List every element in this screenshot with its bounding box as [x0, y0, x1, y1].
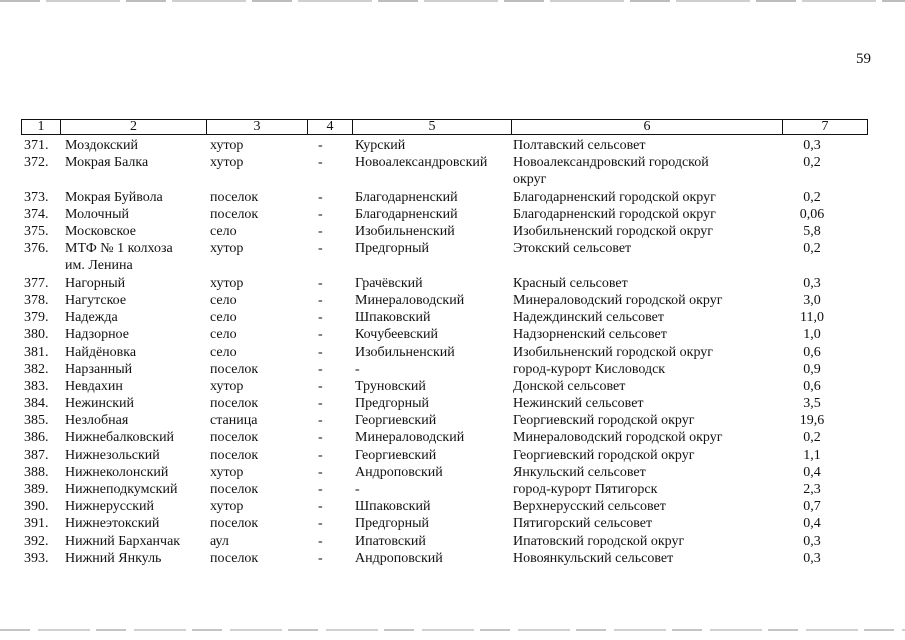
settlement-name: Нежинский [65, 396, 134, 412]
column-4-value: - [318, 224, 323, 240]
table-row [0, 515, 905, 532]
municipality-name: Верхнерусский сельсовет [513, 499, 666, 515]
column-4-value: - [318, 430, 323, 446]
row-number: 376. [24, 241, 49, 257]
district-name: Труновский [355, 378, 426, 394]
column-4-value: - [318, 533, 323, 549]
row-number: 387. [24, 447, 49, 463]
settlement-name: МТФ № 1 колхоза [65, 241, 173, 257]
area-value: 11,0 [800, 310, 824, 326]
municipality-name: Ипатовский городской округ [513, 533, 685, 549]
scan-artifact-top [0, 0, 905, 2]
settlement-type: поселок [210, 430, 259, 446]
district-name: Кочубеевский [355, 327, 439, 343]
settlement-name: Нижнеэтокский [65, 516, 160, 532]
settlement-name: Нижний Барханчак [65, 533, 181, 549]
settlement-type: поселок [210, 361, 259, 377]
municipality-name: Благодарненский городской округ [513, 189, 716, 205]
column-4-value: - [318, 447, 323, 463]
settlement-type: хутор [210, 378, 244, 394]
row-number: 371. [24, 138, 49, 153]
settlement-type: поселок [210, 447, 259, 463]
header-col-4: 4 [308, 120, 353, 134]
municipality-name: Пятигорский сельсовет [513, 516, 653, 532]
district-name: Минераловодский [355, 292, 465, 308]
table-row [0, 189, 905, 206]
district-name: Предгорный [355, 241, 430, 257]
municipality-name: Благодарненский городской округ [513, 206, 716, 222]
row-number: 377. [24, 275, 49, 291]
settlement-name-continued: им. Ленина [65, 258, 133, 274]
column-4-value: - [318, 344, 323, 360]
column-4-value: - [318, 413, 323, 429]
area-value: 0,6 [803, 378, 821, 394]
municipality-name-continued: округ [513, 172, 547, 188]
area-value: 0,3 [803, 275, 821, 291]
column-4-value: - [318, 327, 323, 343]
settlement-type: село [210, 344, 237, 360]
district-name: Новоалександровский [355, 155, 488, 171]
table-row [0, 447, 905, 464]
area-value: 19,6 [799, 413, 825, 429]
row-number: 385. [24, 413, 49, 429]
municipality-name: Надзорненский сельсовет [513, 327, 667, 343]
settlement-type: поселок [210, 482, 259, 497]
municipality-name: Георгиевский городской округ [513, 413, 695, 429]
settlement-type: поселок [210, 189, 259, 205]
table-row [0, 498, 905, 515]
page-number: 59 [856, 51, 871, 67]
table-row [0, 240, 905, 275]
district-name: Грачёвский [355, 275, 423, 291]
header-col-5: 5 [353, 120, 512, 134]
settlement-name: Нагутское [65, 292, 127, 308]
header-col-6: 6 [512, 120, 783, 134]
row-number: 386. [24, 430, 49, 446]
column-4-value: - [318, 206, 323, 222]
district-name: Георгиевский [355, 447, 437, 463]
settlement-name: Мокрая Буйвола [65, 189, 163, 205]
district-name: - [355, 482, 360, 497]
settlement-type: хутор [210, 138, 244, 153]
row-number: 388. [24, 464, 49, 480]
settlement-type: хутор [210, 155, 244, 171]
column-4-value: - [318, 516, 323, 532]
area-value: 1,0 [803, 327, 821, 343]
table-row [0, 326, 905, 343]
table-row [0, 481, 905, 498]
municipality-name: Этокский сельсовет [513, 241, 632, 257]
column-4-value: - [318, 361, 323, 377]
district-name: Андроповский [355, 464, 443, 480]
column-4-value: - [318, 155, 323, 171]
row-number: 393. [24, 550, 49, 566]
municipality-name: город-курорт Кисловодск [513, 361, 666, 377]
settlement-name: Найдёновка [65, 344, 137, 360]
row-number: 373. [24, 189, 49, 205]
column-4-value: - [318, 499, 323, 515]
row-number: 389. [24, 482, 49, 497]
area-value: 0,2 [803, 189, 821, 205]
district-name: Шпаковский [355, 310, 431, 326]
municipality-name: Новоянкульский сельсовет [513, 550, 674, 566]
settlement-type: хутор [210, 499, 244, 515]
area-value: 0,9 [803, 361, 821, 377]
settlement-type: поселок [210, 206, 259, 222]
area-value: 0,06 [799, 206, 825, 222]
area-value: 0,7 [803, 499, 821, 515]
area-value: 3,0 [803, 292, 821, 308]
row-number: 378. [24, 292, 49, 308]
area-value: 0,2 [803, 155, 821, 171]
district-name: Предгорный [355, 516, 430, 532]
settlement-type: поселок [210, 550, 259, 566]
header-col-1: 1 [22, 120, 61, 134]
district-name: Благодарненский [355, 206, 458, 222]
header-col-3: 3 [207, 120, 308, 134]
municipality-name: Минераловодский городской округ [513, 292, 723, 308]
column-4-value: - [318, 464, 323, 480]
row-number: 382. [24, 361, 49, 377]
table-row [0, 206, 905, 223]
area-value: 1,1 [803, 447, 821, 463]
table-row [0, 550, 905, 567]
area-value: 0,3 [803, 138, 821, 153]
row-number: 372. [24, 155, 49, 171]
settlement-table-body [0, 137, 905, 567]
settlement-type: село [210, 224, 237, 240]
municipality-name: Изобильненский городской округ [513, 224, 714, 240]
table-row [0, 223, 905, 240]
table-row [0, 361, 905, 378]
area-value: 0,4 [803, 464, 821, 480]
table-row [0, 378, 905, 395]
municipality-name: город-курорт Пятигорск [513, 482, 658, 497]
settlement-name: Нагорный [65, 275, 126, 291]
district-name: Шпаковский [355, 499, 431, 515]
column-4-value: - [318, 292, 323, 308]
area-value: 0,4 [803, 516, 821, 532]
table-row [0, 309, 905, 326]
column-4-value: - [318, 138, 323, 153]
settlement-type: хутор [210, 275, 244, 291]
municipality-name: Полтавский сельсовет [513, 138, 646, 153]
area-value: 0,6 [803, 344, 821, 360]
header-col-7: 7 [821, 119, 829, 134]
settlement-type: село [210, 327, 237, 343]
area-value: 0,2 [803, 241, 821, 257]
table-row [0, 429, 905, 446]
row-number: 374. [24, 206, 49, 222]
area-value: 3,5 [803, 396, 821, 412]
row-number: 380. [24, 327, 49, 343]
settlement-type: хутор [210, 241, 244, 257]
row-number: 383. [24, 378, 49, 394]
area-value: 2,3 [803, 482, 821, 497]
settlement-name: Надежда [65, 310, 118, 326]
district-name: Благодарненский [355, 189, 458, 205]
row-number: 391. [24, 516, 49, 532]
column-4-value: - [318, 550, 323, 566]
settlement-name: Нарзанный [65, 361, 133, 377]
table-row [0, 412, 905, 429]
column-4-value: - [318, 378, 323, 394]
settlement-name: Надзорное [65, 327, 129, 343]
settlement-name: Моздокский [65, 138, 138, 153]
column-4-value: - [318, 482, 323, 497]
settlement-name: Нижнебалковский [65, 430, 175, 446]
row-number: 392. [24, 533, 49, 549]
municipality-name: Красный сельсовет [513, 275, 628, 291]
settlement-type: хутор [210, 464, 244, 480]
table-row [0, 137, 905, 154]
table-row [0, 344, 905, 361]
municipality-name: Донской сельсовет [513, 378, 626, 394]
settlement-name: Московское [65, 224, 136, 240]
table-row [0, 154, 905, 189]
settlement-type: станица [210, 413, 258, 429]
column-4-value: - [318, 396, 323, 412]
district-name: Изобильненский [355, 344, 455, 360]
column-4-value: - [318, 310, 323, 326]
settlement-name: Нижний Янкуль [65, 550, 162, 566]
area-value: 0,2 [803, 430, 821, 446]
district-name: Изобильненский [355, 224, 455, 240]
settlement-type: село [210, 310, 237, 326]
settlement-name: Нижнезольский [65, 447, 160, 463]
scan-artifact-bottom [0, 629, 905, 631]
municipality-name: Янкульский сельсовет [513, 464, 646, 480]
column-4-value: - [318, 189, 323, 205]
district-name: Предгорный [355, 396, 430, 412]
header-col-2: 2 [61, 120, 207, 134]
district-name: Ипатовский [355, 533, 426, 549]
table-row [0, 464, 905, 481]
area-value: 5,8 [803, 224, 821, 240]
settlement-name: Нижнерусский [65, 499, 155, 515]
district-name: Минераловодский [355, 430, 465, 446]
row-number: 379. [24, 310, 49, 326]
municipality-name: Георгиевский городской округ [513, 447, 695, 463]
district-name: Георгиевский [355, 413, 437, 429]
municipality-name: Нежинский сельсовет [513, 396, 644, 412]
table-header [21, 119, 868, 135]
settlement-name: Нижнеподкумский [65, 482, 178, 497]
district-name: Курский [355, 138, 406, 153]
settlement-name: Нижнеколонский [65, 464, 169, 480]
area-value: 0,3 [803, 550, 821, 566]
area-value: 0,3 [803, 533, 821, 549]
settlement-name: Невдахин [65, 378, 123, 394]
municipality-name: Минераловодский городской округ [513, 430, 723, 446]
row-number: 375. [24, 224, 49, 240]
column-4-value: - [318, 241, 323, 257]
settlement-type: поселок [210, 516, 259, 532]
municipality-name: Изобильненский городской округ [513, 344, 714, 360]
settlement-name: Мокрая Балка [65, 155, 149, 171]
settlement-type: поселок [210, 396, 259, 412]
district-name: - [355, 361, 360, 377]
settlement-name: Молочный [65, 206, 129, 222]
row-number: 384. [24, 396, 49, 412]
table-row [0, 275, 905, 292]
settlement-type: аул [210, 533, 229, 549]
municipality-name: Надеждинский сельсовет [513, 310, 664, 326]
table-row [0, 395, 905, 412]
row-number: 381. [24, 344, 49, 360]
table-row [0, 533, 905, 550]
settlement-type: село [210, 292, 237, 308]
table-row [0, 292, 905, 309]
district-name: Андроповский [355, 550, 443, 566]
row-number: 390. [24, 499, 49, 515]
column-4-value: - [318, 275, 323, 291]
settlement-name: Незлобная [65, 413, 129, 429]
municipality-name: Новоалександровский городской [513, 155, 709, 171]
